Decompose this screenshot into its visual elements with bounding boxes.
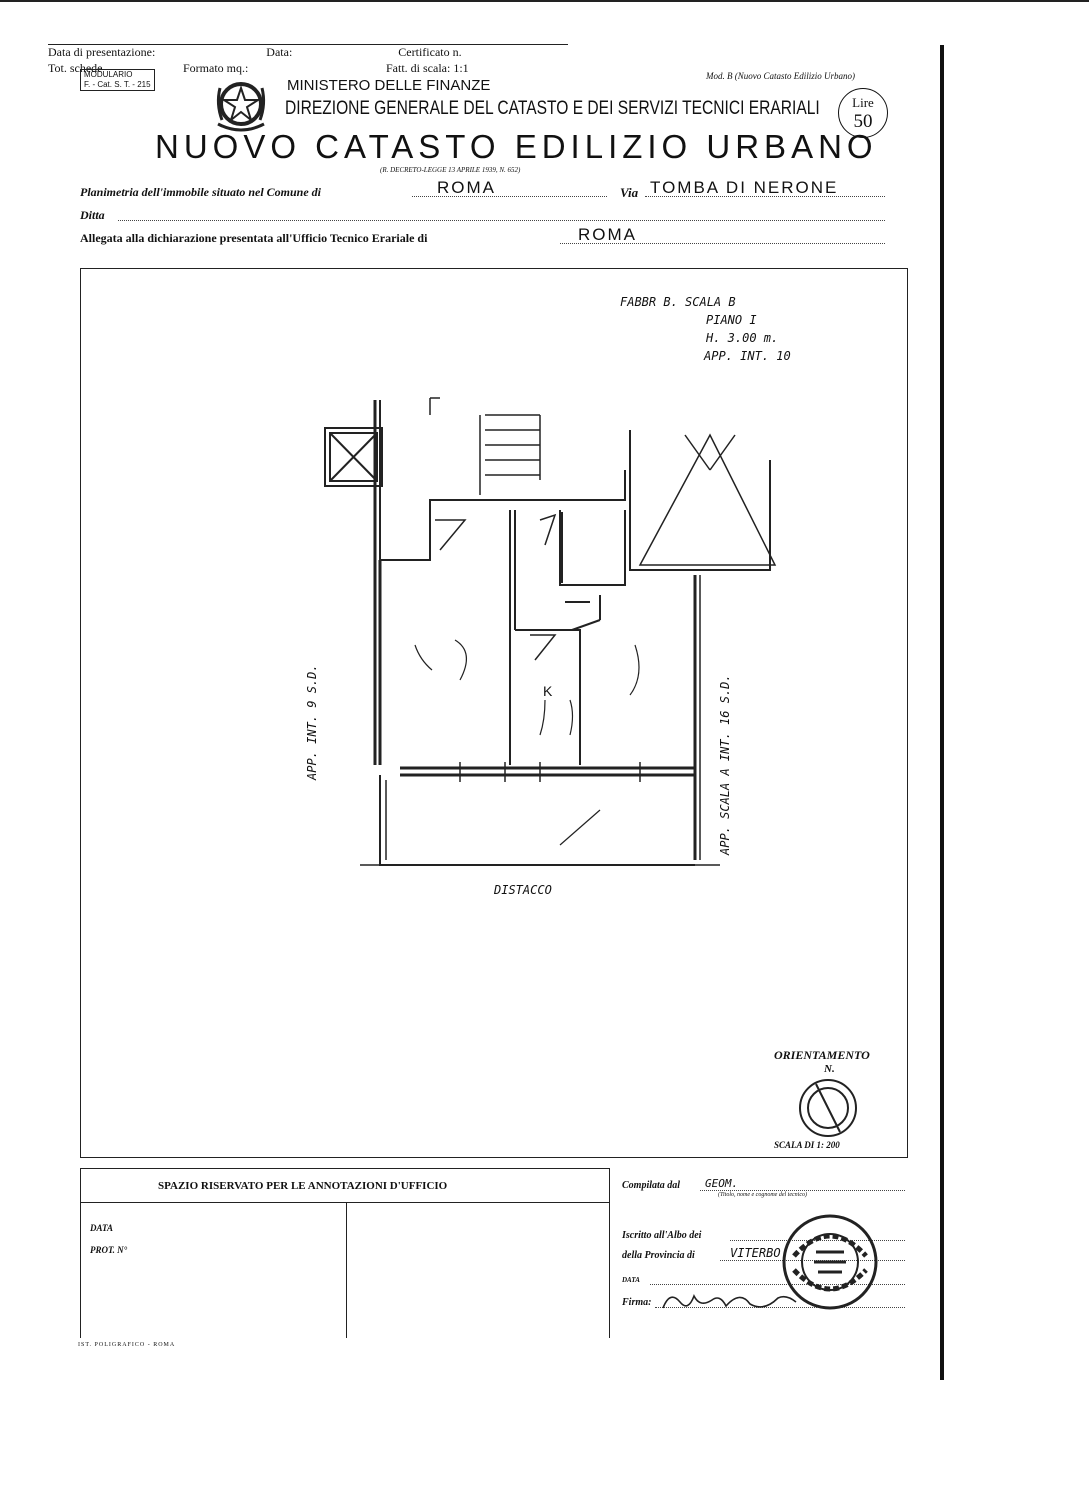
firma-label: Firma:	[622, 1297, 652, 1308]
republic-emblem-icon	[212, 76, 270, 132]
ufficio-value: ROMA	[578, 225, 637, 244]
left-neighbor-label: APP. INT. 9 S.D.	[305, 664, 319, 780]
certificato-label: Certificato n.	[398, 45, 462, 59]
plan-note-app: APP. INT. 10	[704, 349, 791, 363]
kitchen-label: K	[543, 683, 553, 699]
provincia-value: VITERBO	[730, 1246, 781, 1260]
ditta-line	[118, 220, 885, 221]
iscritto-label: Iscritto all'Albo dei	[622, 1230, 702, 1241]
scala-label: SCALA DI 1: 200	[774, 1140, 840, 1150]
office-annotations-box	[80, 1168, 610, 1338]
geometri-seal-stamp	[780, 1212, 880, 1312]
decree-note: (R. DECRETO-LEGGE 13 APRILE 1939, N. 652)	[380, 166, 521, 174]
north-label: N.	[824, 1063, 835, 1075]
provincia-label: della Provincia di	[622, 1250, 695, 1261]
plan-note-height: H. 3.00 m.	[706, 331, 779, 345]
document-title: NUOVO CATASTO EDILIZIO URBANO	[155, 128, 878, 165]
compilata-line	[700, 1190, 905, 1191]
office-data-label: DATA	[90, 1223, 114, 1233]
modulario-box	[80, 69, 155, 91]
planimetria-label: Planimetria dell'immobile situato nel Comune di	[80, 185, 322, 199]
tot-schede-label: Tot. schede	[48, 61, 103, 75]
allegata-label: Allegata alla dichiarazione presentata all'Ufficio Tecnico Erariale di	[80, 231, 428, 245]
data-presentazione-label: Data di presentazione:	[48, 45, 156, 59]
plan-note-piano: PIANO I	[706, 313, 757, 327]
printer-credit: IST. POLIGRAFICO - ROMA	[78, 1342, 176, 1348]
data-label: Data:	[266, 45, 293, 59]
signature-mark	[660, 1286, 800, 1316]
ministero-heading: MINISTERO DELLE FINANZE	[287, 77, 491, 94]
floor-plan-drawing	[300, 390, 780, 880]
compass-icon	[796, 1076, 860, 1140]
office-heading-divider	[80, 1202, 610, 1203]
modulario-label: MODULARIO	[84, 70, 133, 79]
staircase	[430, 398, 540, 495]
formato-label: Formato mq.:	[183, 61, 249, 75]
header-fields-row1	[48, 45, 462, 60]
office-column-divider	[346, 1202, 347, 1338]
distacco-label: DISTACCO	[494, 883, 552, 897]
office-prot-label: PROT. N°	[90, 1245, 128, 1255]
office-heading: SPAZIO RISERVATO PER LE ANNOTAZIONI D'UFFICIO	[158, 1180, 448, 1192]
compilata-label: Compilata dal	[622, 1180, 681, 1191]
orientamento-label: ORIENTAMENTO	[774, 1048, 870, 1062]
via-value: TOMBA DI NERONE	[650, 178, 839, 197]
mod-b-label: Mod. B (Nuovo Catasto Edilizio Urbano)	[706, 71, 855, 81]
plan-note-fabbr: FABBR B. SCALA B	[620, 295, 736, 309]
right-margin-bar	[940, 45, 944, 1380]
modulario-code: F. - Cat. S. T. - 215	[84, 80, 151, 89]
compilation-data-label: DATA	[622, 1276, 640, 1284]
lire-value: 50	[853, 111, 873, 132]
comune-value: ROMA	[437, 178, 496, 197]
lire-label: Lire	[852, 95, 874, 110]
right-neighbor-label: APP. SCALA A INT. 16 S.D.	[718, 674, 732, 855]
titolo-note: (Titolo, nome e cognome del tecnico)	[718, 1192, 807, 1198]
via-label: Via	[620, 185, 639, 200]
ditta-label: Ditta	[80, 208, 105, 222]
direzione-heading: DIREZIONE GENERALE DEL CATASTO E DEI SERVIZI TECNICI ERARIALI	[285, 98, 820, 119]
fatt-scala-label: Fatt. di scala: 1:1	[386, 61, 469, 75]
compilata-value: GEOM.	[705, 1177, 739, 1190]
top-border-line	[0, 0, 1089, 2]
